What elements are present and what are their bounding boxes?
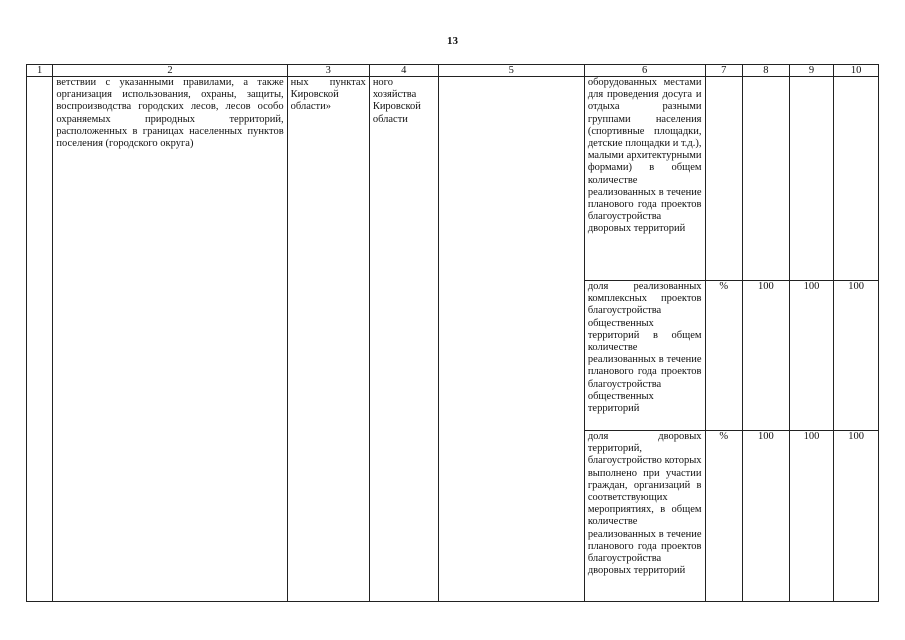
column-header-8: 8: [743, 65, 790, 77]
cell-indicator: оборудованных местами для проведения досуга и отдыха разными группами населения (спортивные площадки, детские площадки и т.д.), малыми архитектурными формами) в общем количестве реализованных в течение планового года проектов благоустройства дворовых территорий: [584, 77, 705, 281]
column-header-6: 6: [584, 65, 705, 77]
cell-value-10: 100: [834, 431, 879, 602]
indicators-table: [26, 64, 879, 602]
cell-unit: %: [705, 431, 743, 602]
column-header-3: 3: [287, 65, 369, 77]
column-header-2: 2: [53, 65, 287, 77]
cell-value-8: 100: [743, 281, 790, 431]
cell-unit: %: [705, 281, 743, 431]
cell-task-text: ветствии с указанными правилами, а также организация использования, охраны, защиты, воспроизводства городских лесов, лесов особо охраняемых природных территорий, расположенных в границах населенных пунктов поселения (городского округа): [53, 77, 287, 602]
cell-value-9: 100: [789, 281, 834, 431]
column-header-9: 9: [789, 65, 834, 77]
cell-value-10: 100: [834, 281, 879, 431]
cell-value-8: 100: [743, 431, 790, 602]
cell-unit: [705, 77, 743, 281]
cell-value-9: 100: [789, 431, 834, 602]
table-row: [27, 77, 879, 281]
cell-value-8: [743, 77, 790, 281]
page-number: 13: [447, 35, 458, 47]
cell-executor-text: ного хозяйства Кировской области: [369, 77, 438, 602]
column-number-row: [27, 65, 879, 77]
cell-program-text: ных пунктах Кировской области»: [287, 77, 369, 602]
cell-indicator: доля дворовых территорий, благоустройство которых выполнено при участии граждан, организаций в соответствующих мероприятиях, в общем количестве реализованных в течение планового года проектов благоустройства дворовых территорий: [584, 431, 705, 602]
cell-col5: [438, 77, 584, 602]
column-header-4: 4: [369, 65, 438, 77]
column-header-5: 5: [438, 65, 584, 77]
cell-indicator: доля реализованных комплексных проектов благоустройства общественных территорий в общем количестве реализованных в течение планового года проектов благоустройства общественных территорий: [584, 281, 705, 431]
column-header-1: 1: [27, 65, 53, 77]
cell-value-10: [834, 77, 879, 281]
cell-col1: [27, 77, 53, 602]
column-header-10: 10: [834, 65, 879, 77]
column-header-7: 7: [705, 65, 743, 77]
cell-value-9: [789, 77, 834, 281]
